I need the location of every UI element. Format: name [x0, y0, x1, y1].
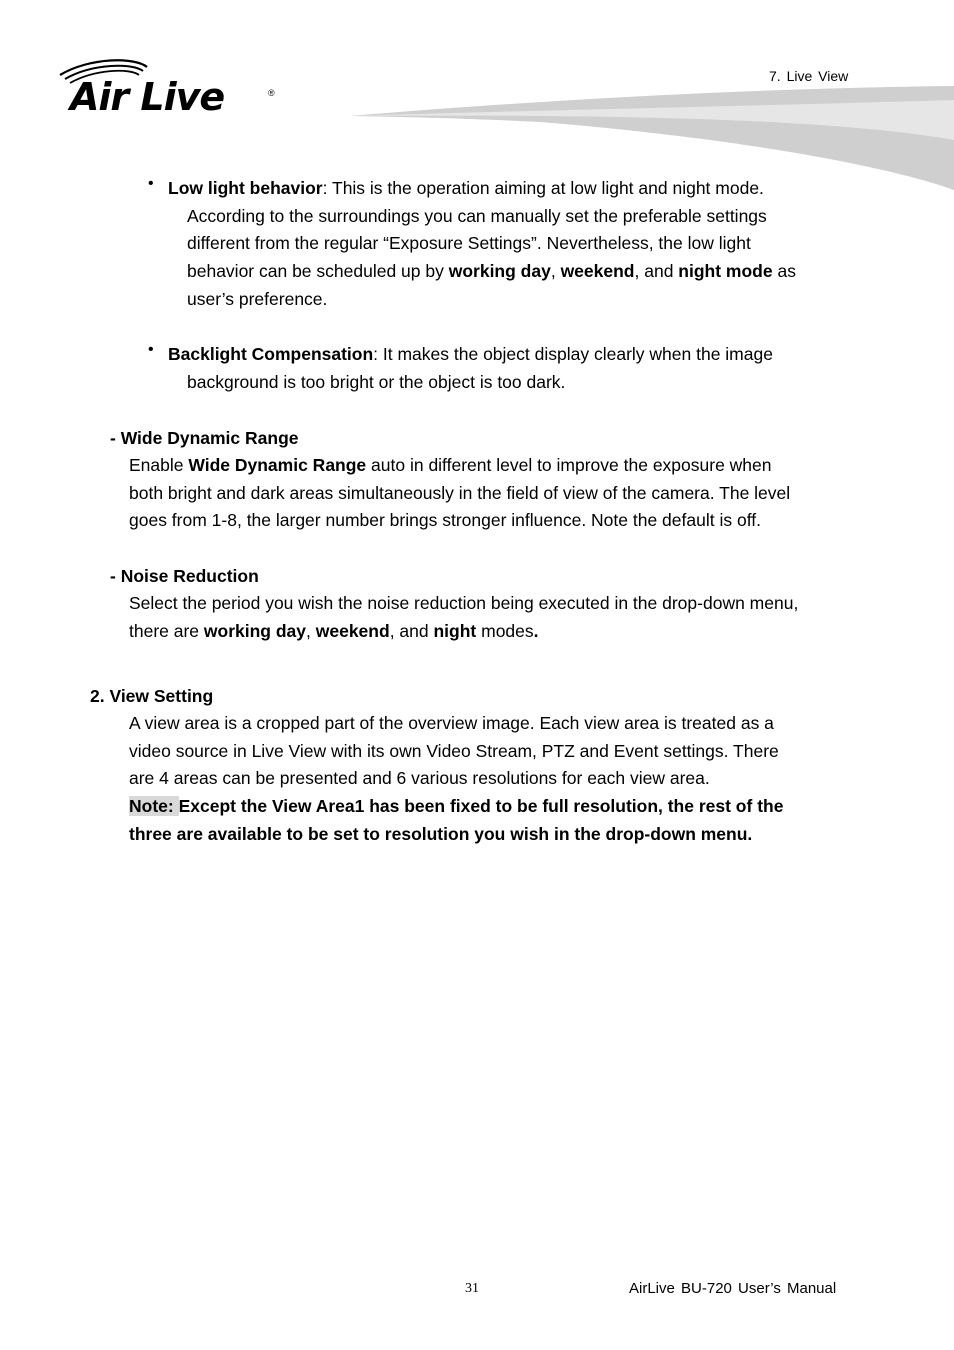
text-span: Enable: [129, 455, 189, 475]
heading-view-setting: 2. View Setting: [90, 686, 214, 706]
text-span: , and: [389, 620, 434, 641]
text-span: there are: [129, 620, 204, 641]
text-span: behavior can be scheduled up by: [187, 261, 449, 282]
manual-title: AirLive BU-720 User’s Manual: [629, 1280, 837, 1297]
note-text: three are available to be set to resolution you wish in the drop-down menu.: [129, 823, 753, 844]
text-span: modes: [476, 620, 534, 641]
wdr-body: [129, 452, 869, 535]
bold-term: working day: [448, 261, 551, 282]
text-span: : It makes the object display clearly when the image: [373, 344, 773, 364]
page-number: 31: [465, 1281, 479, 1296]
note-line: [129, 793, 869, 821]
text-line: user’s preference.: [187, 288, 328, 309]
section-reference: 7. Live View: [769, 68, 849, 84]
text-line: are 4 areas can be presented and 6 various resolutions for each view area.: [129, 768, 710, 789]
text-line: different from the regular “Exposure Settings”. Nevertheless, the low light: [187, 233, 751, 254]
text-line: A view area is a cropped part of the overview image. Each view area is treated as a: [129, 713, 774, 733]
bold-term: weekend: [315, 620, 390, 641]
logo-wordmark: Air Live: [70, 75, 225, 119]
text-line: both bright and dark areas simultaneously in the field of view of the camera. The level: [129, 482, 791, 503]
text-span: auto in different level to improve the exposure when: [366, 455, 772, 475]
text-span: ,: [550, 261, 561, 282]
text-line: video source in Live View with its own Video Stream, PTZ and Event settings. There: [129, 740, 779, 761]
note-line: [129, 821, 869, 849]
note-text: Except the View Area1 has been fixed to be full resolution, the rest of the: [178, 796, 784, 817]
text-span: , and: [634, 261, 679, 282]
bold-term: weekend: [560, 261, 635, 282]
text-span: : This is the operation aiming at low light and night mode.: [322, 178, 764, 198]
view-setting-body: [129, 710, 869, 849]
text-span: as: [772, 261, 796, 282]
heading-wdr: - Wide Dynamic Range: [110, 428, 299, 448]
text-line: [129, 452, 869, 480]
bullet-low-light: [148, 175, 868, 314]
term-backlight: Backlight Compensation: [168, 344, 374, 364]
note-label: Note:: [129, 796, 179, 817]
bold-term: night: [433, 620, 477, 641]
noise-body: [129, 590, 869, 645]
heading-noise: - Noise Reduction: [110, 566, 259, 586]
text-line: Select the period you wish the noise reduction being executed in the drop-down menu,: [129, 593, 799, 613]
registered-mark: ®: [268, 88, 275, 98]
bold-term: working day: [203, 620, 307, 641]
bullet-icon: •: [148, 175, 154, 192]
text-line: goes from 1-8, the larger number brings stronger influence. Note the default is off.: [129, 510, 761, 531]
bold-term: night mode: [678, 261, 773, 282]
text-span: ,: [306, 620, 316, 641]
bullet-backlight: [148, 341, 868, 396]
text-line: According to the surroundings you can manually set the preferable settings: [187, 205, 767, 226]
bold-term: .: [533, 620, 539, 641]
text-line: [148, 258, 868, 286]
text-line: [129, 618, 869, 646]
text-line: background is too bright or the object is too dark.: [187, 371, 566, 392]
term-low-light: Low light behavior: [168, 178, 323, 198]
bullet-icon: •: [148, 341, 154, 358]
bold-term: Wide Dynamic Range: [188, 455, 367, 475]
